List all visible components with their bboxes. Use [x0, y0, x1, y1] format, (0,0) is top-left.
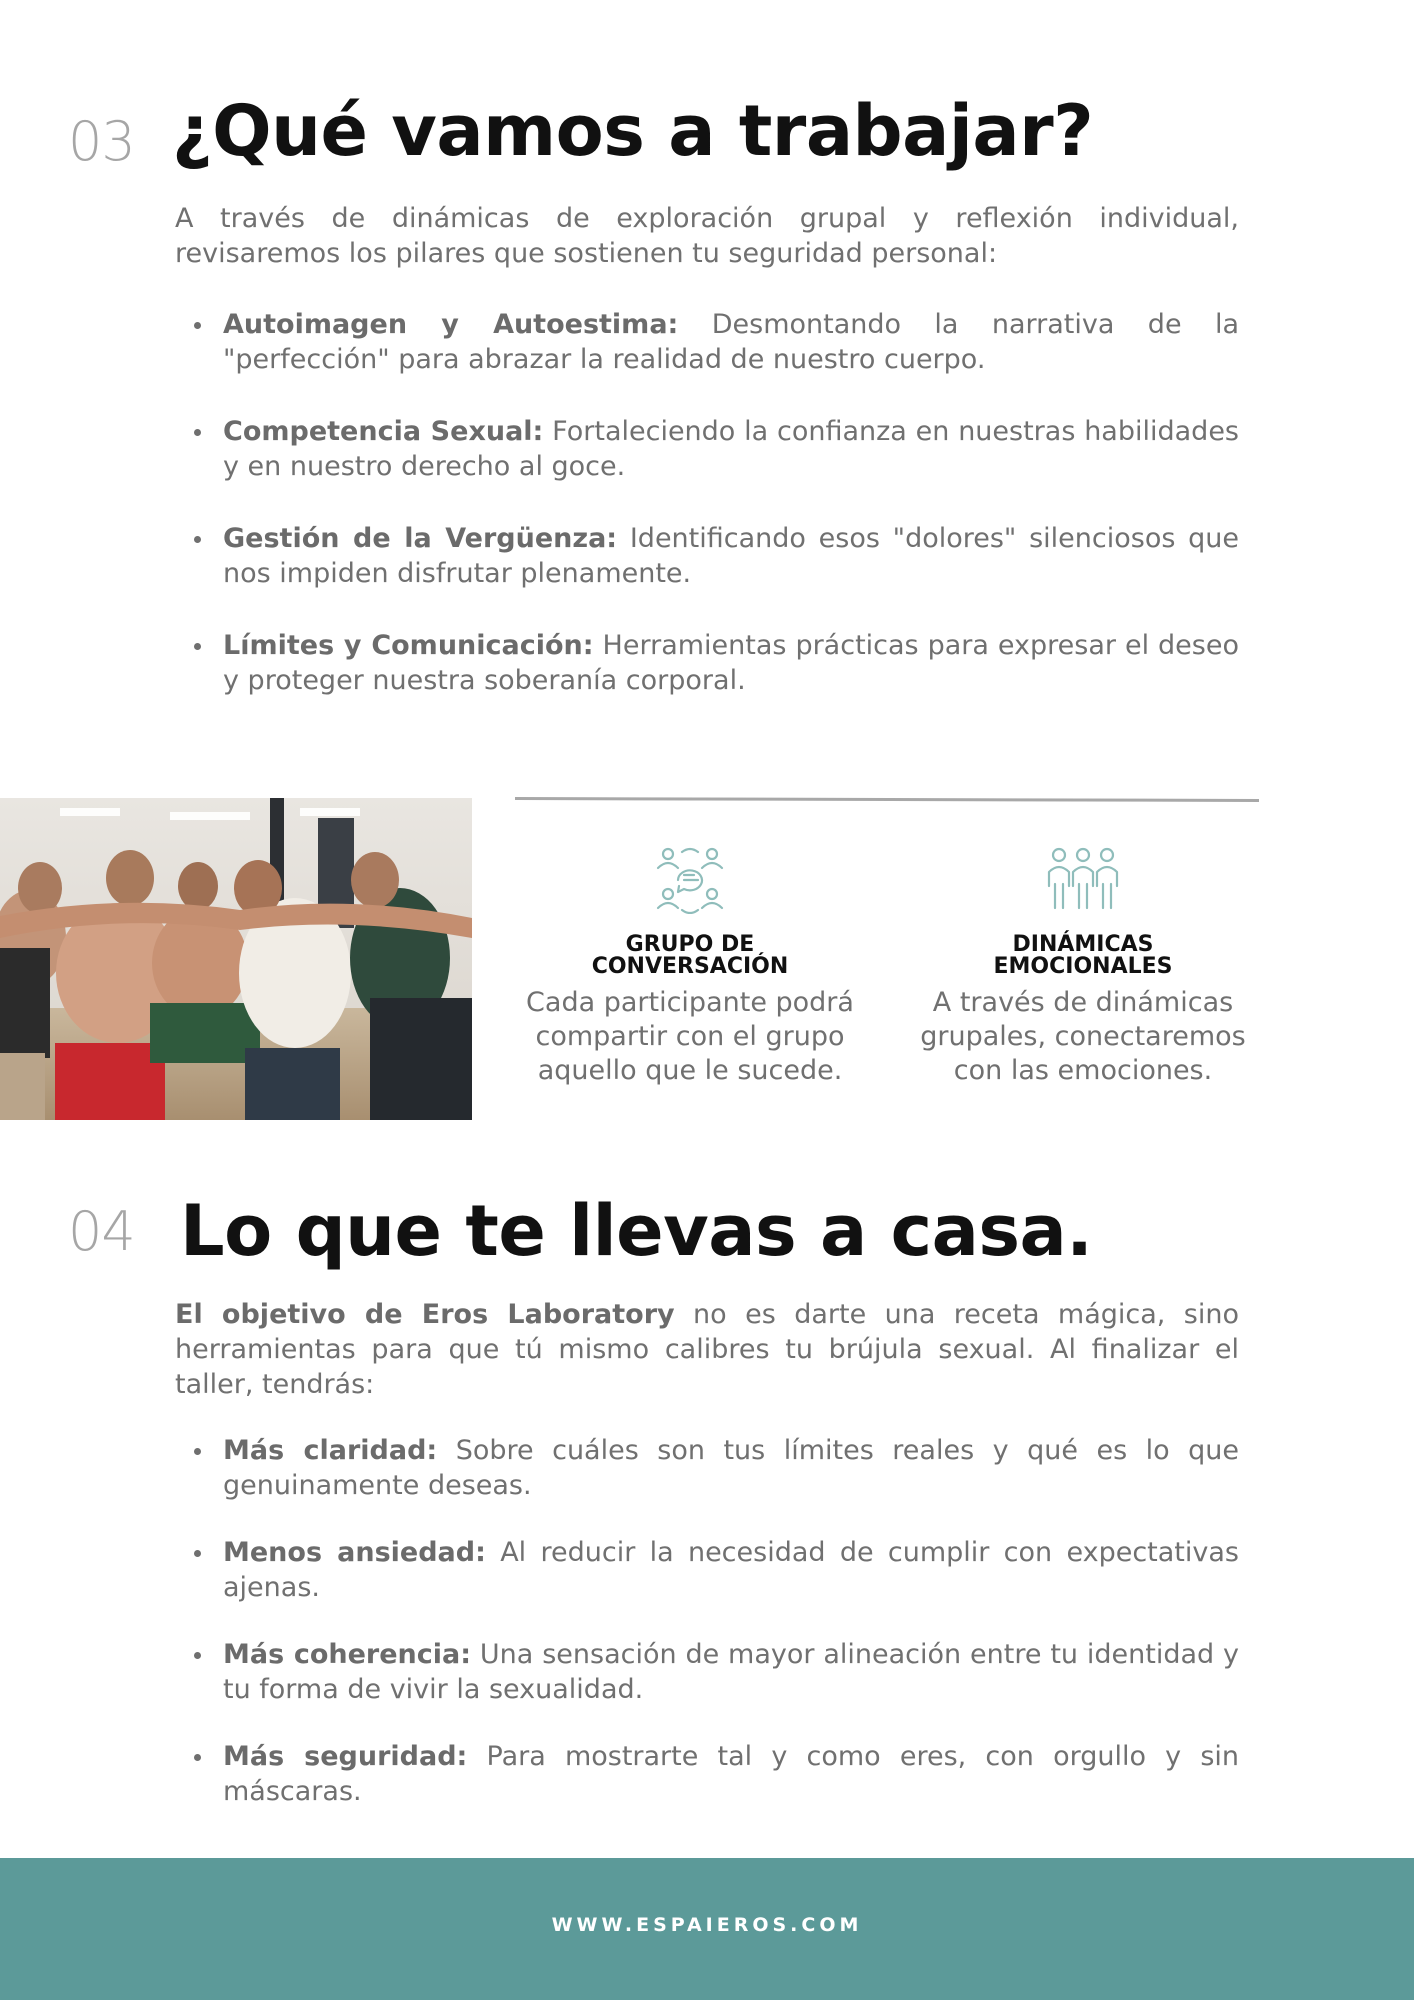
footer-bar: [0, 1858, 1414, 2000]
section-divider: [515, 797, 1259, 802]
intro-bold-text: El objetivo de Eros Laboratory: [175, 1299, 675, 1330]
bullet-heading: Competencia Sexual:: [223, 416, 544, 447]
feature-title-line: GRUPO DE: [625, 932, 755, 957]
conversation-group-icon: [518, 846, 862, 914]
list-item: [175, 307, 1239, 377]
group-people-icon: [905, 846, 1261, 914]
section4-bullet-list: [175, 1433, 1239, 1809]
bullet-text: Desmontando la narrativa de la "perfección" para abrazar la realidad de nuestro cuerpo.: [223, 309, 1239, 375]
feature-title-line: DINÁMICAS: [1012, 932, 1154, 957]
bullet-heading: Más claridad:: [223, 1435, 438, 1466]
bullet-heading: Menos ansiedad:: [223, 1537, 486, 1568]
list-item: [175, 1739, 1239, 1809]
section4-intro: [175, 1297, 1239, 1402]
bullet-text: Sobre cuáles son tus límites reales y qué es lo que genuinamente deseas.: [223, 1435, 1239, 1501]
bullet-text: Fortaleciendo la confianza en nuestras habilidades y en nuestro derecho al goce.: [223, 416, 1239, 482]
bullet-text: Para mostrarte tal y como eres, con orgullo y sin máscaras.: [223, 1741, 1239, 1807]
feature-description: A través de dinámicas grupales, conectaremos con las emociones.: [920, 987, 1246, 1086]
bullet-text: Herramientas prácticas para expresar el deseo y proteger nuestra soberanía corporal.: [223, 630, 1239, 696]
section-title-what-we-work: ¿Qué vamos a trabajar?: [172, 90, 1094, 172]
list-item: [175, 1637, 1239, 1707]
list-item: [175, 628, 1239, 698]
feature-conversation-group: [518, 846, 862, 1088]
section-number-03: 03: [68, 110, 135, 173]
bullet-heading: Más seguridad:: [223, 1741, 468, 1772]
bullet-heading: Más coherencia:: [223, 1639, 472, 1670]
group-huddle-photo: [0, 798, 472, 1120]
feature-title-line: CONVERSACIÓN: [591, 954, 789, 979]
bullet-heading: Autoimagen y Autoestima:: [223, 309, 679, 340]
feature-title: [905, 934, 1261, 978]
section-title-takeaways: Lo que te llevas a casa.: [180, 1190, 1093, 1272]
bullet-text: Al reducir la necesidad de cumplir con expectativas ajenas.: [223, 1537, 1239, 1603]
bullet-heading: Gestión de la Vergüenza:: [223, 523, 618, 554]
feature-title: [518, 934, 862, 978]
section3-intro: A través de dinámicas de exploración grupal y reflexión individual, revisaremos los pilares que sostienen tu seguridad personal:: [175, 203, 1239, 269]
bullet-text: Identificando esos "dolores" silenciosos que nos impiden disfrutar plenamente.: [223, 523, 1239, 589]
list-item: [175, 521, 1239, 591]
bullet-text: Una sensación de mayor alineación entre tu identidad y tu forma de vivir la sexualidad.: [223, 1639, 1239, 1705]
list-item: [175, 1433, 1239, 1503]
intro-text: no es darte una receta mágica, sino herramientas para que tú mismo calibres tu brújula sexual. Al finalizar el taller, tendrás:: [175, 1299, 1240, 1400]
feature-emotional-dynamics: [905, 846, 1261, 1088]
list-item: [175, 414, 1239, 484]
footer-website-link[interactable]: WWW.ESPAIEROS.COM: [551, 1914, 863, 1936]
bullet-heading: Límites y Comunicación:: [223, 630, 594, 661]
feature-description: Cada participante podrá compartir con el grupo aquello que le sucede.: [526, 987, 854, 1086]
section3-bullet-list: [175, 307, 1239, 698]
list-item: [175, 1535, 1239, 1605]
section-number-04: 04: [68, 1200, 135, 1263]
feature-title-line: EMOCIONALES: [993, 954, 1173, 979]
